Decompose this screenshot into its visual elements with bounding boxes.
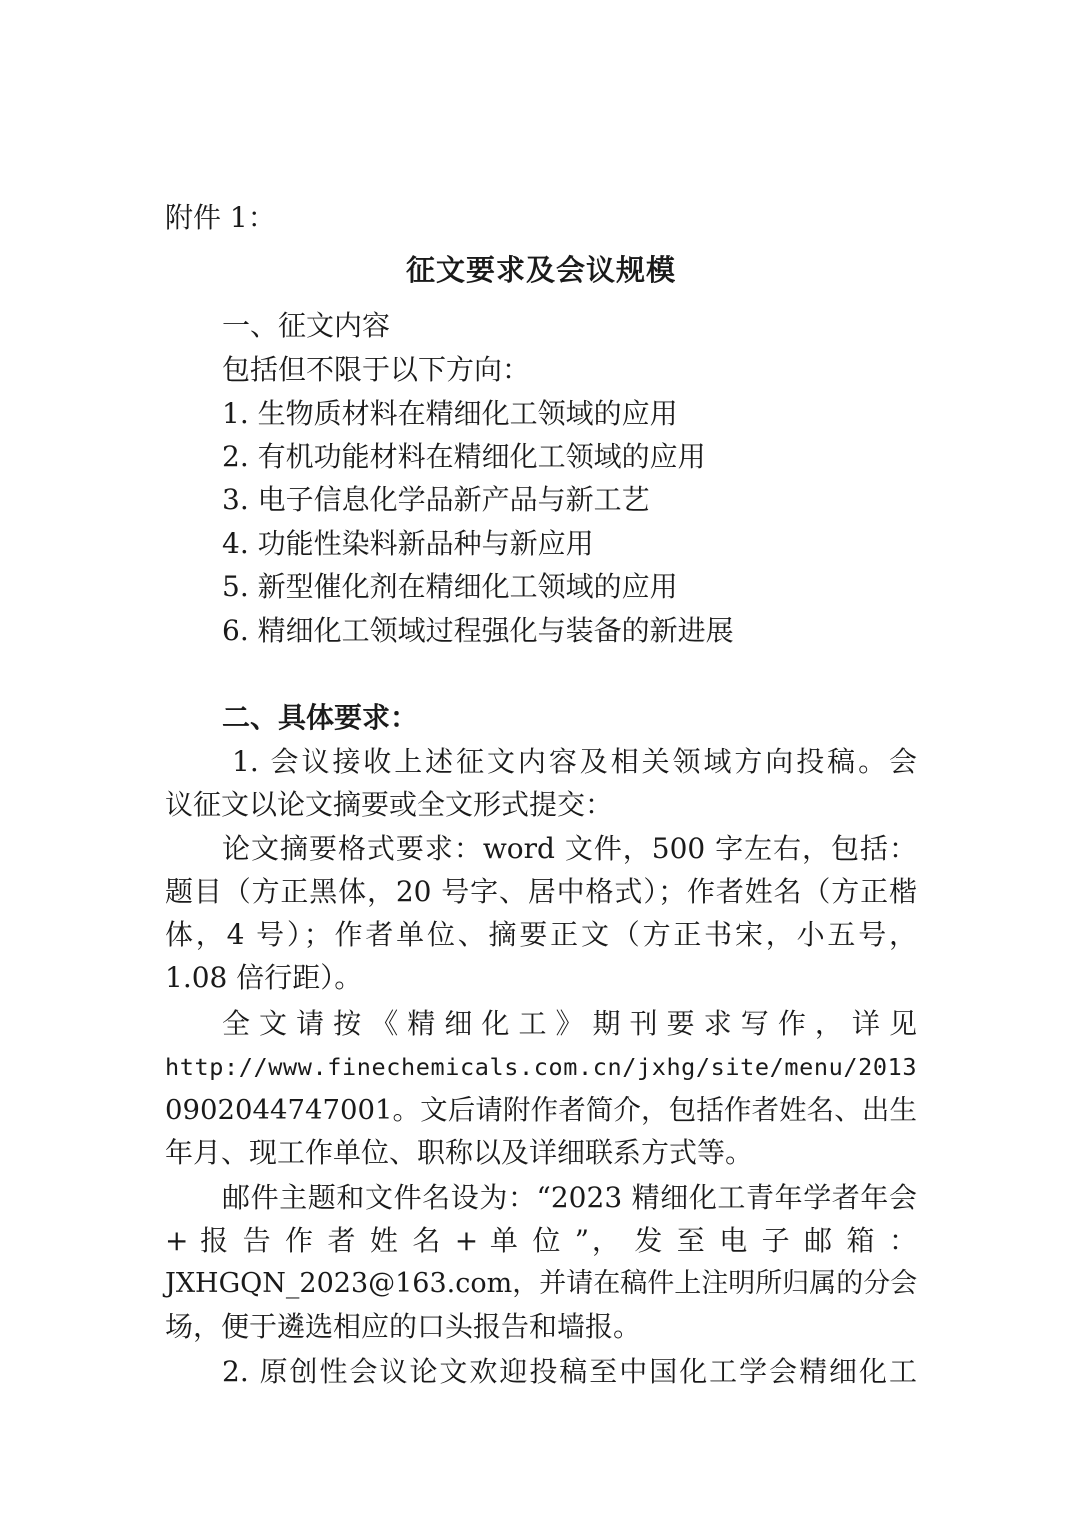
document-title: 征文要求及会议规模: [405, 253, 676, 287]
email-line: JXHGQN_2023@163.com，并请在稿件上注明所归属的分会: [165, 1268, 918, 1299]
attachment-label: 附件 1：: [165, 201, 276, 234]
paragraph-line: + 报 告 作 者 姓 名 + 单 位 ”， 发 至 电 子 邮 箱 ：: [165, 1224, 917, 1257]
journal-url-line: http://www.finechemicals.com.cn/jxhg/site/menu/2013: [165, 1053, 918, 1081]
topic-list-item: 6. 精细化工领域过程强化与装备的新进展: [222, 614, 734, 647]
topic-list-item: 2. 有机功能材料在精细化工领域的应用: [222, 440, 706, 473]
paragraph-line: 邮件主题和文件名设为：“2023 精细化工青年学者年会: [222, 1181, 917, 1214]
paragraph-line: 0902044747001。文后请附作者简介，包括作者姓名、出生: [165, 1094, 917, 1126]
paragraph-line: 体，4 号）；作者单位、摘要正文（方正书宋，小五号，: [165, 918, 917, 951]
section-heading-content: 一、征文内容: [222, 309, 391, 342]
paragraph-line: 1. 会议接收上述征文内容及相关领域方向投稿。会: [232, 745, 917, 778]
paragraph-line: 题目（方正黑体，20 号字、居中格式）；作者姓名（方正楷: [165, 875, 917, 908]
paragraph-line: 议征文以论文摘要或全文形式提交：: [165, 788, 614, 821]
topic-list-item: 5. 新型催化剂在精细化工领域的应用: [222, 570, 678, 603]
paragraph-line: 2. 原创性会议论文欢迎投稿至中国化工学会精细化工: [222, 1355, 917, 1388]
section-heading-requirements: 二、具体要求：: [222, 701, 419, 734]
paragraph-line: 论文摘要格式要求：word 文件，500 字左右，包括：: [222, 832, 917, 865]
paragraph-line: 年月、现工作单位、职称以及详细联系方式等。: [165, 1136, 754, 1169]
paragraph-line: 场，便于遴选相应的口头报告和墙报。: [165, 1310, 642, 1343]
paragraph-line: 全文请按《精细化工》期刊要求写作，详见: [222, 1007, 917, 1040]
section-intro: 包括但不限于以下方向：: [222, 353, 531, 386]
topic-list-item: 4. 功能性染料新品种与新应用: [222, 527, 594, 560]
topic-list-item: 1. 生物质材料在精细化工领域的应用: [222, 397, 678, 430]
paragraph-line: 1.08 倍行距）。: [165, 961, 363, 994]
topic-list-item: 3. 电子信息化学品新产品与新工艺: [222, 483, 650, 516]
